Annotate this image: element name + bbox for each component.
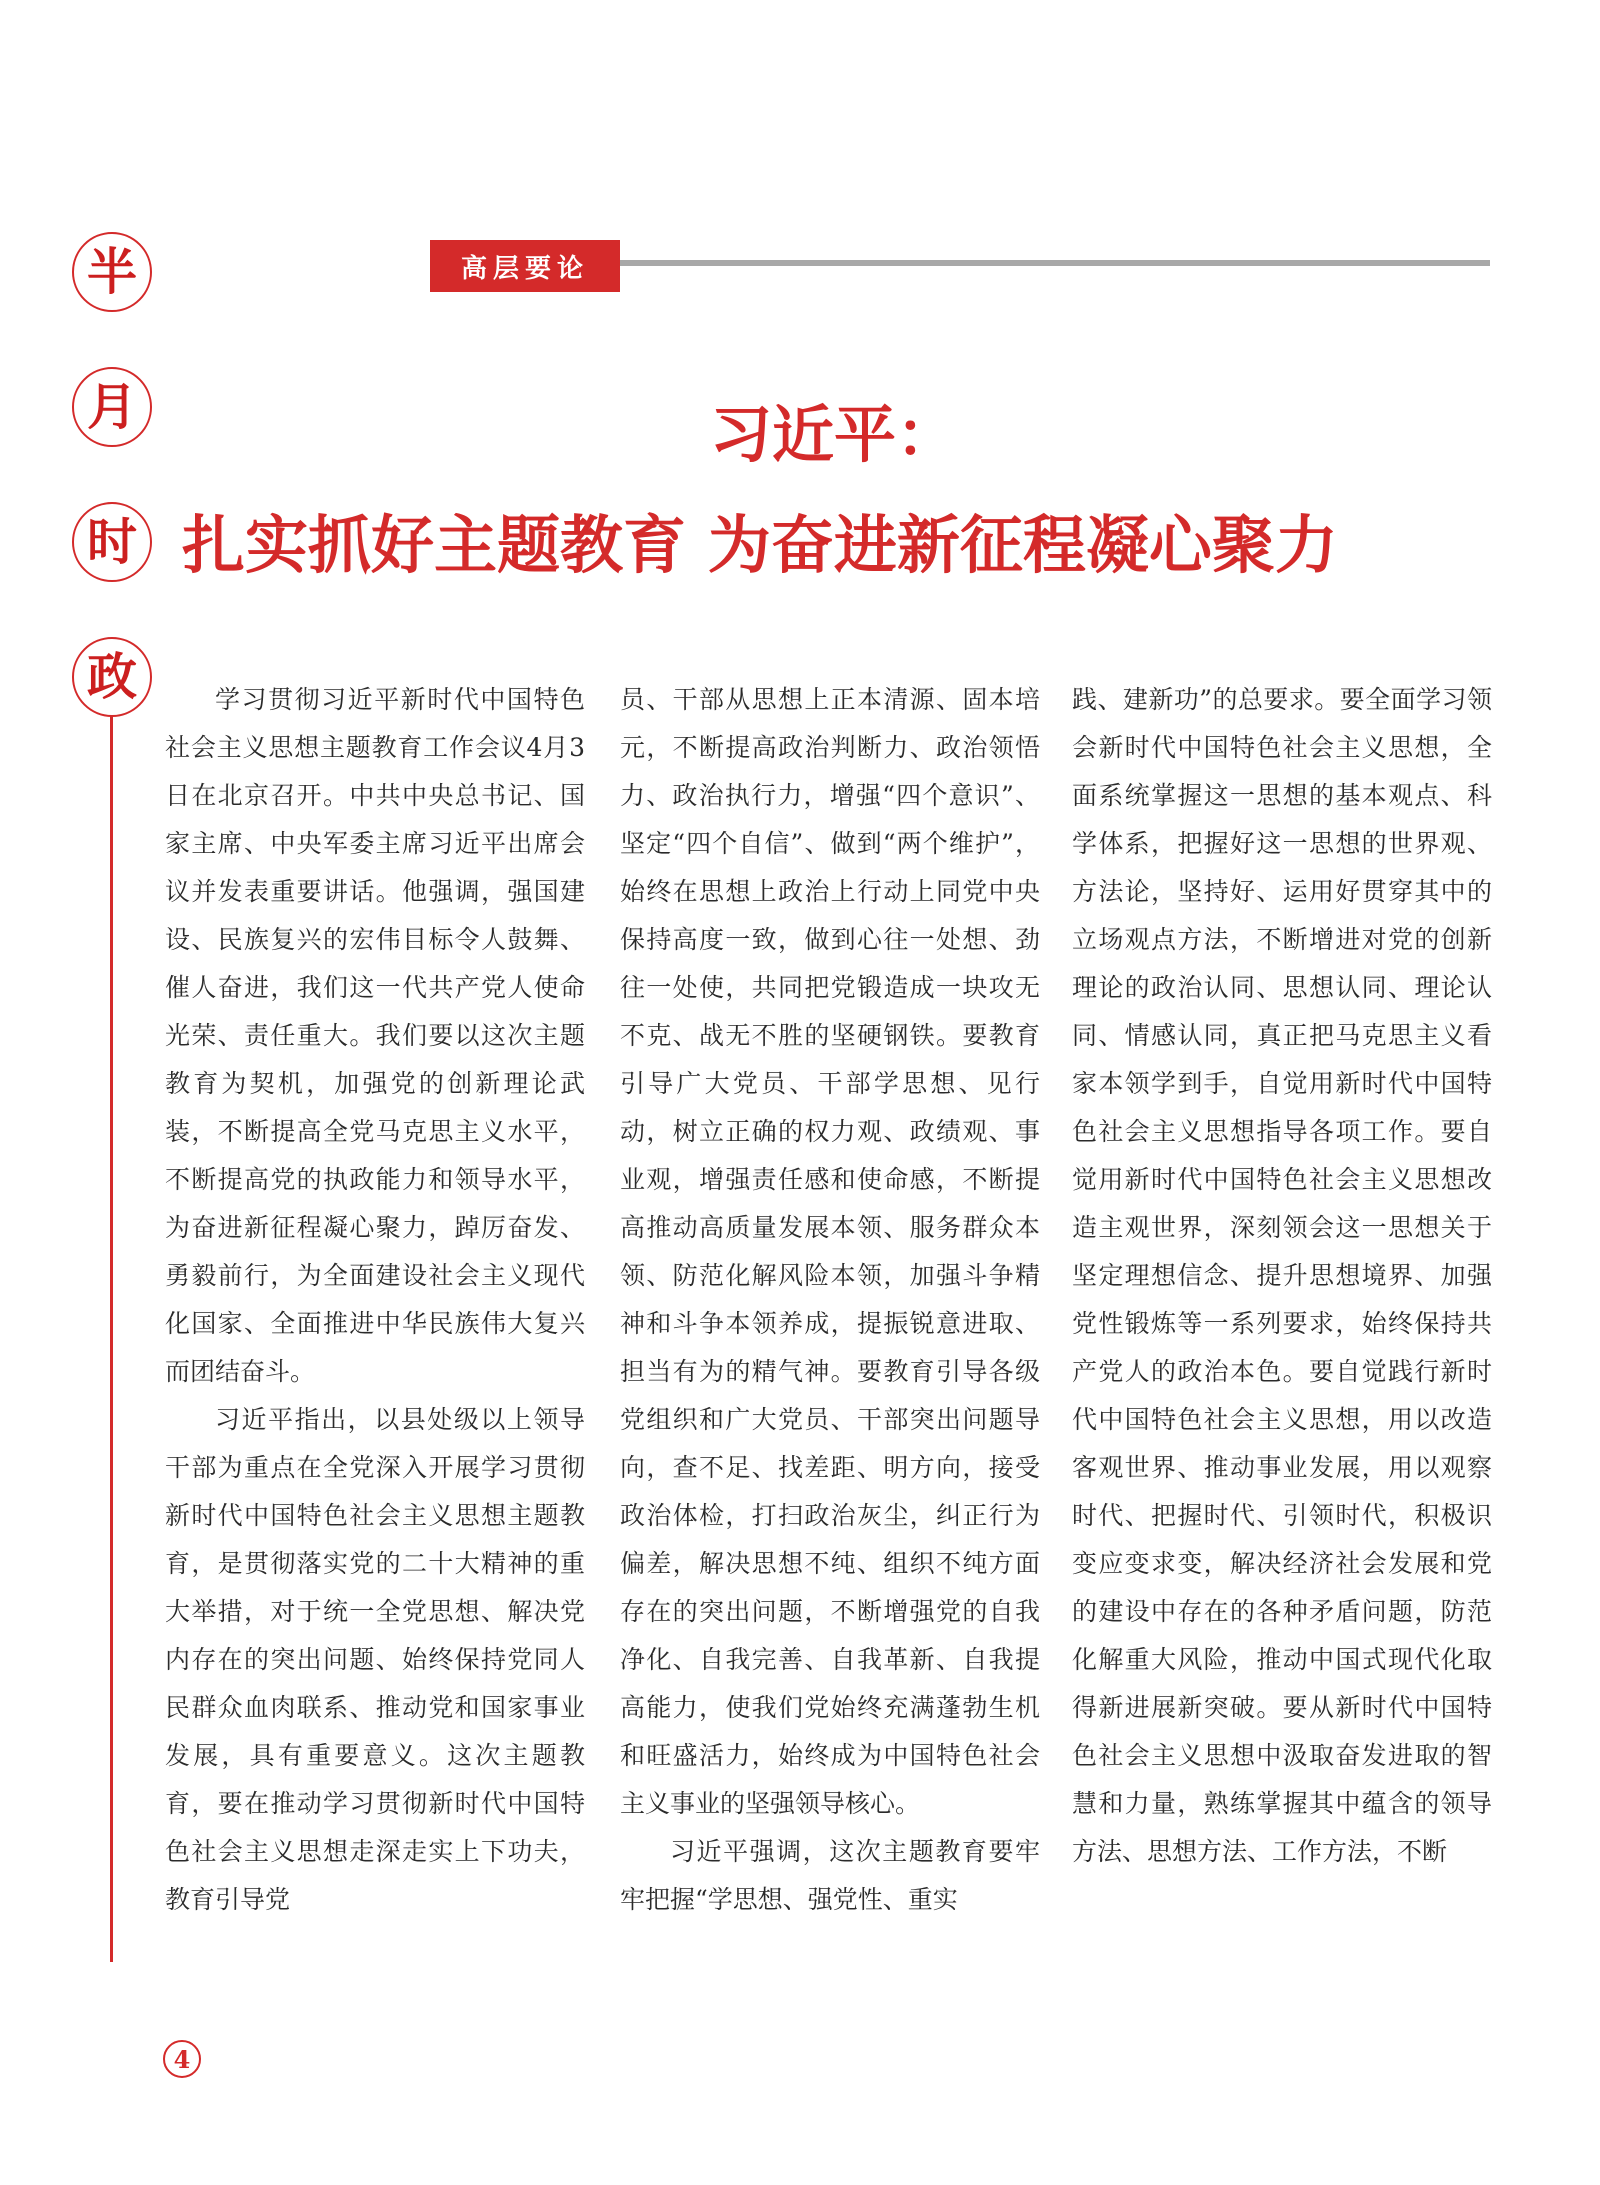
headline-line-2: 扎实抓好主题教育 为奋进新征程凝心聚力 [182, 509, 1338, 582]
magazine-title-char-shi: 时 [72, 502, 152, 582]
section-divider [620, 260, 1490, 266]
article-paragraph: 践、建新功”的总要求。要全面学习领会新时代中国特色社会主义思想，全面系统掌握这一思想的基本观点、科学体系，把握好这一思想的世界观、方法论，坚持好、运用好贯穿其中的立场观点方法，不断增进对党的创新理论的政治认同、思想认同、理论认同、情感认同，真正把马克思主义看家本领学到手，自觉用新时代中国特色社会主义思想指导各项工作。要自觉用新时代中国特色社会主义思想改造主观世界，深刻领会这一思想关于坚定理想信念、提升思想境界、加强党性锻炼等一系列要求，始终保持共产党人的政治本色。要自觉践行新时代中国特色社会主义思想，用以改造客观世界、推动事业发展，用以观察时代、把握时代、引领时代，积极识变应变求变，解决经济社会发展和党的建设中存在的各种矛盾问题，防范化解重大风险，推动中国式现代化取得新进展新突破。要从新时代中国特色社会主义思想中汲取奋发进取的智慧和力量，熟练掌握其中蕴含的领导方法、思想方法、工作方法，不断 [1072, 685, 1492, 1866]
page-number: 4 [163, 2040, 201, 2078]
left-red-rule [110, 712, 113, 1962]
article-column-1 [165, 676, 585, 1966]
article-column-3 [1072, 676, 1492, 1966]
article-column-2 [620, 676, 1040, 1966]
magazine-title-char-zheng: 政 [72, 637, 152, 717]
headline-line-1: 习近平： [710, 398, 959, 471]
article-paragraph: 员、干部从思想上正本清源、固本培元，不断提高政治判断力、政治领悟力、政治执行力，增强“四个意识”、坚定“四个自信”、做到“两个维护”，始终在思想上政治上行动上同党中央保持高度一致，做到心往一处想、劲往一处使，共同把党锻造成一块攻无不克、战无不胜的坚硬钢铁。要教育引导广大党员、干部学思想、见行动，树立正确的权力观、政绩观、事业观，增强责任感和使命感，不断提高推动高质量发展本领、服务群众本领、防范化解风险本领，加强斗争精神和斗争本领养成，提振锐意进取、担当有为的精气神。要教育引导各级党组织和广大党员、干部突出问题导向，查不足、找差距、明方向，接受政治体检，打扫政治灰尘，纠正行为偏差，解决思想不纯、组织不纯方面存在的突出问题，不断增强党的自我净化、自我完善、自我革新、自我提高能力，使我们党始终充满蓬勃生机和旺盛活力，始终成为中国特色社会主义事业的坚强领导核心。 [620, 685, 1040, 1818]
article-paragraph: 习近平强调，这次主题教育要牢牢把握“学思想、强党性、重实 [620, 1837, 1040, 1914]
article-paragraph: 习近平指出，以县处级以上领导干部为重点在全党深入开展学习贯彻新时代中国特色社会主义思想主题教育，是贯彻落实党的二十大精神的重大举措，对于统一全党思想、解决党内存在的突出问题、始终保持党同人民群众血肉联系、推动党和国家事业发展，具有重要意义。这次主题教育，要在推动学习贯彻新时代中国特色社会主义思想走深走实上下功夫，教育引导党 [165, 1405, 585, 1914]
magazine-title-char-ban: 半 [72, 232, 152, 312]
article-paragraph: 学习贯彻习近平新时代中国特色社会主义思想主题教育工作会议4月3日在北京召开。中共中央总书记、国家主席、中央军委主席习近平出席会议并发表重要讲话。他强调，强国建设、民族复兴的宏伟目标令人鼓舞、催人奋进，我们这一代共产党人使命光荣、责任重大。我们要以这次主题教育为契机，加强党的创新理论武装，不断提高全党马克思主义水平，不断提高党的执政能力和领导水平，为奋进新征程凝心聚力，踔厉奋发、勇毅前行，为全面建设社会主义现代化国家、全面推进中华民族伟大复兴而团结奋斗。 [165, 685, 585, 1386]
section-tag: 高层要论 [430, 240, 620, 292]
magazine-title-char-yue: 月 [72, 367, 152, 447]
